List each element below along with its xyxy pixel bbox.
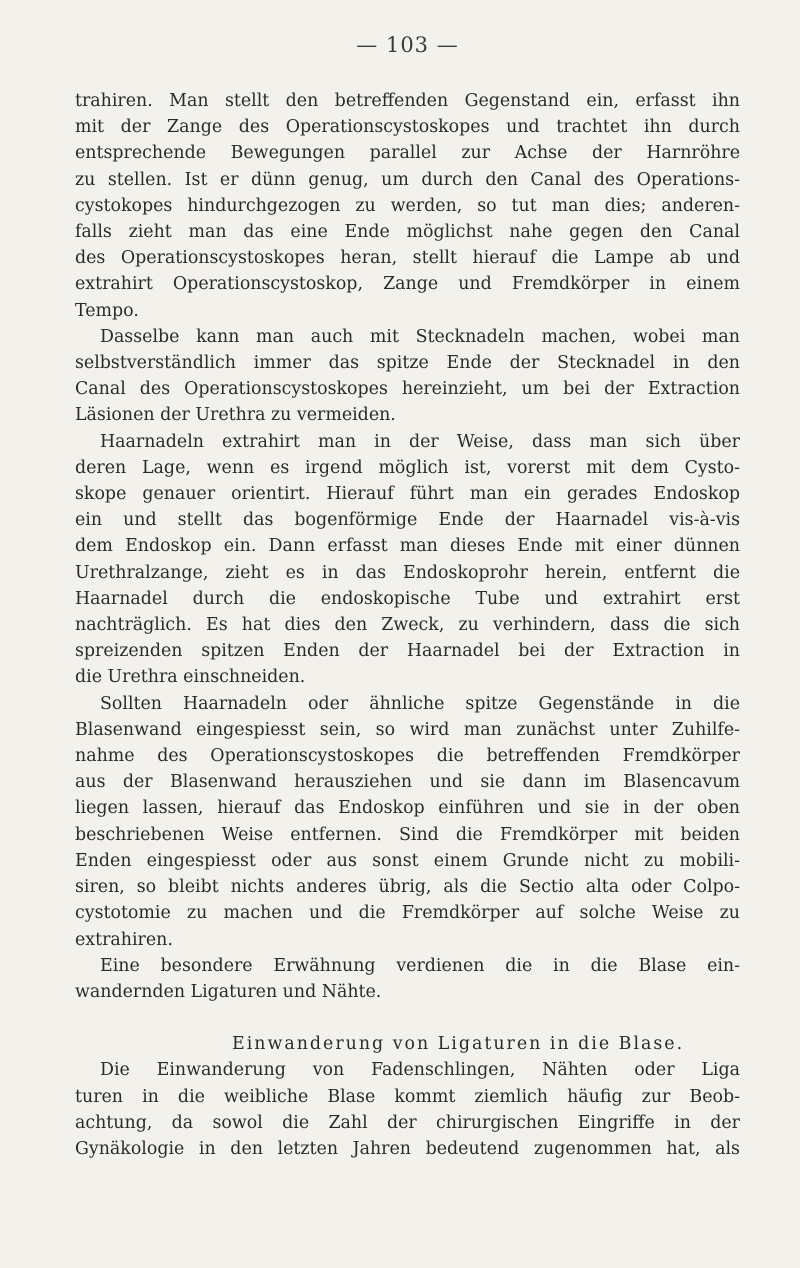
text-line: die Urethra einschneiden.	[75, 667, 306, 688]
text-line: Dasselbe kann man auch mit Stecknadeln machen, wobei man	[100, 326, 740, 347]
page-number: — 103 —	[356, 33, 459, 57]
text-line: cystokopes hindurchgezogen zu werden, so tut man dies; anderen-	[75, 195, 740, 216]
text-line: Eine besondere Erwähnung verdienen die in die Blase ein-	[100, 955, 740, 976]
text-line: cystotomie zu machen und die Fremdkörper auf solche Weise zu	[75, 903, 740, 924]
text-line: skope genauer orientirt. Hierauf führt man ein gerades Endoskop	[75, 484, 740, 505]
text-line: achtung, da sowol die Zahl der chirurgischen Eingriffe in der	[75, 1112, 740, 1133]
body-text	[75, 88, 740, 1162]
text-line: extrahirt Operationscystoskop, Zange und Fremdkörper in einem	[75, 274, 740, 295]
text-line: aus der Blasenwand herausziehen und sie dann im Blasencavum	[75, 772, 740, 793]
text-line: Gynäkologie in den letzten Jahren bedeutend zugenommen hat, als	[75, 1138, 740, 1159]
text-line: extrahiren.	[75, 929, 173, 950]
text-line: siren, so bleibt nichts anderes übrig, als die Sectio alta oder Colpo-	[75, 877, 740, 898]
section-heading: Einwanderung von Ligaturen in die Blase.	[232, 1034, 685, 1055]
text-line: mit der Zange des Operationscystoskopes und trachtet ihn durch	[75, 117, 740, 138]
text-line: spreizenden spitzen Enden der Haarnadel bei der Extraction in	[75, 641, 740, 662]
text-line: Urethralzange, zieht es in das Endoskoprohr herein, entfernt die	[75, 562, 740, 583]
text-line: liegen lassen, hierauf das Endoskop einführen und sie in der oben	[75, 798, 740, 819]
text-line: deren Lage, wenn es irgend möglich ist, vorerst mit dem Cysto-	[75, 457, 740, 478]
text-line: nachträglich. Es hat dies den Zweck, zu verhindern, dass die sich	[75, 615, 740, 636]
text-line: entsprechende Bewegungen parallel zur Achse der Harnröhre	[75, 143, 740, 164]
text-line: Läsionen der Urethra zu vermeiden.	[75, 405, 396, 426]
text-line: Die Einwanderung von Fadenschlingen, Nähten oder Liga	[100, 1060, 740, 1081]
text-line: beschriebenen Weise entfernen. Sind die Fremdkörper mit beiden	[75, 824, 740, 845]
text-line: turen in die weibliche Blase kommt ziemlich häufig zur Beob-	[75, 1086, 740, 1107]
text-line: dem Endoskop ein. Dann erfasst man dieses Ende mit einer dünnen	[75, 536, 740, 557]
text-line: trahiren. Man stellt den betreffenden Gegenstand ein, erfasst ihn	[75, 91, 740, 111]
text-line: zu stellen. Ist er dünn genug, um durch den Canal des Operations-	[75, 169, 740, 190]
text-line: ein und stellt das bogenförmige Ende der Haarnadel vis-à-vis	[75, 510, 740, 531]
text-line: Haarnadeln extrahirt man in der Weise, dass man sich über	[100, 431, 740, 452]
text-line: Enden eingespiesst oder aus sonst einem Grunde nicht zu mobili-	[75, 850, 740, 871]
text-line: wandernden Ligaturen und Nähte.	[75, 981, 382, 1002]
text-line: Tempo.	[75, 300, 139, 321]
text-line: Sollten Haarnadeln oder ähnliche spitze Gegenstände in die	[100, 693, 740, 714]
text-line: des Operationscystoskopes heran, stellt hierauf die Lampe ab und	[75, 248, 740, 269]
text-line: Blasenwand eingespiesst sein, so wird man zunächst unter Zuhilfe-	[75, 719, 740, 740]
text-line: Haarnadel durch die endoskopische Tube und extrahirt erst	[75, 588, 740, 609]
text-line: Canal des Operationscystoskopes hereinzieht, um bei der Extraction	[75, 379, 740, 400]
text-line: nahme des Operationscystoskopes die betreffenden Fremdkörper	[75, 746, 740, 767]
text-line: selbstverständlich immer das spitze Ende der Stecknadel in den	[75, 353, 740, 374]
text-line: falls zieht man das eine Ende möglichst nahe gegen den Canal	[75, 222, 740, 243]
